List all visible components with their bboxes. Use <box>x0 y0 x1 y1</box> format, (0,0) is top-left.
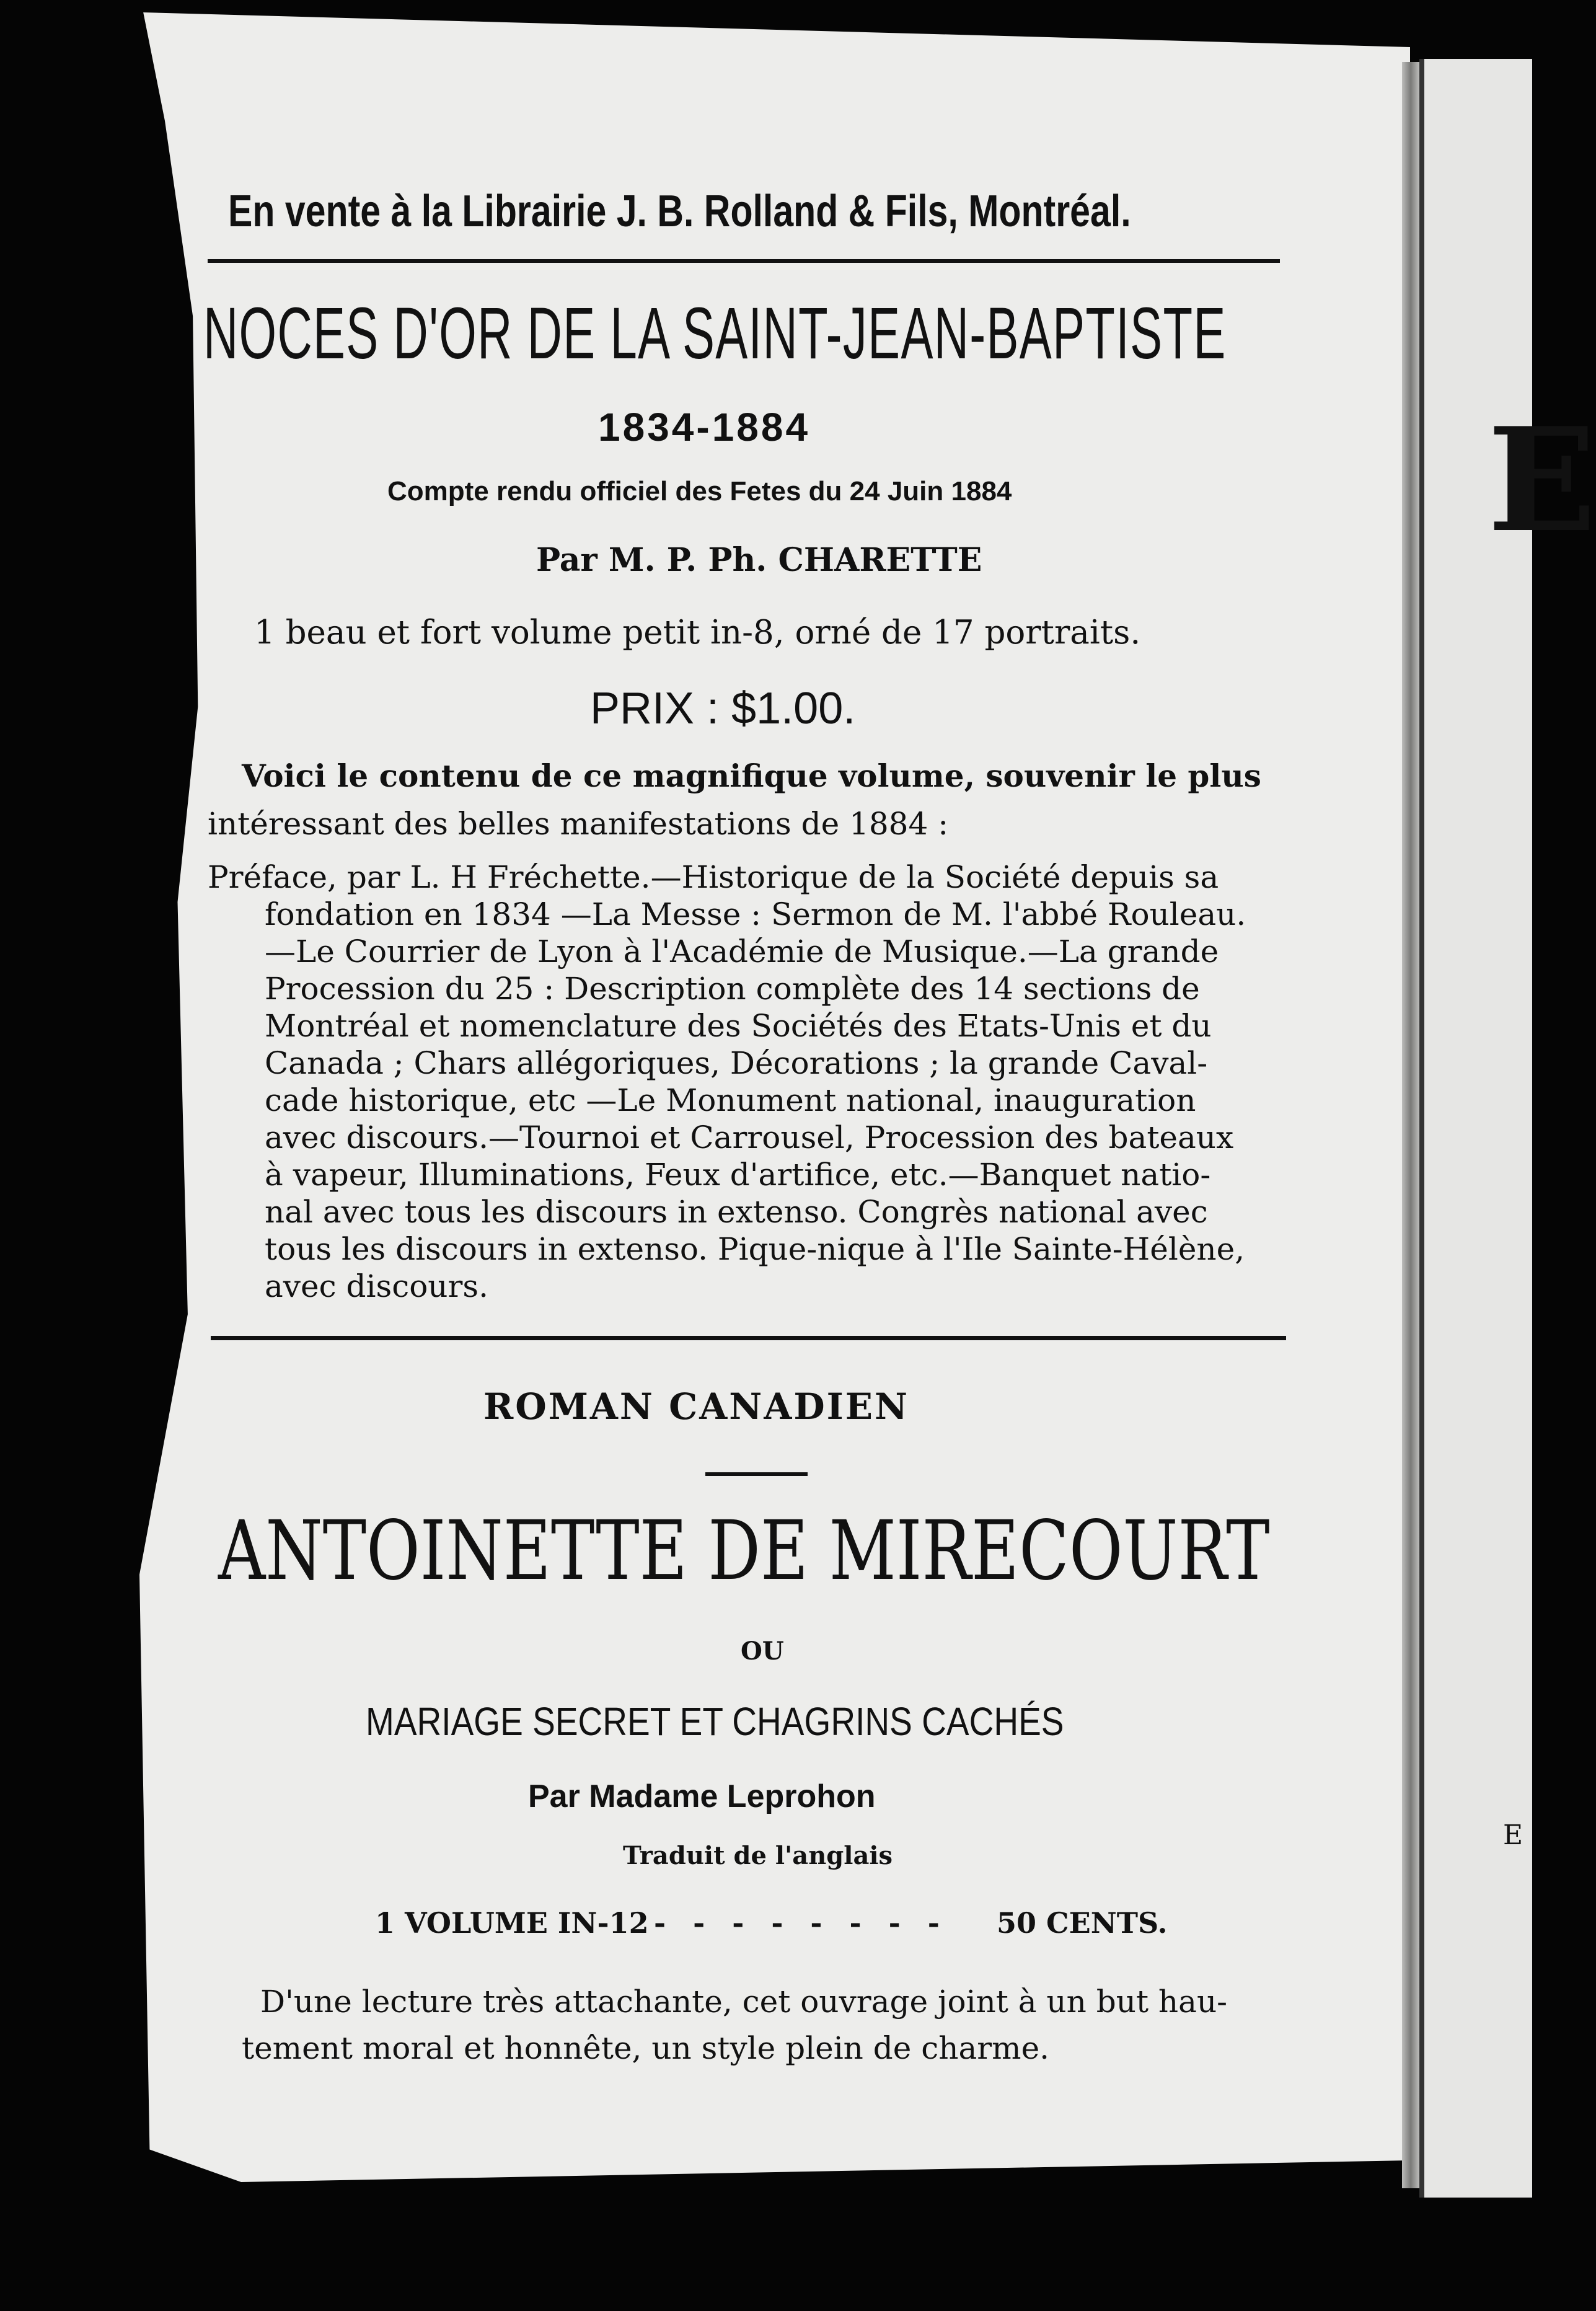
contents-line: fondation en 1834 —La Messe : Sermon de M. l'abbé Rouleau. <box>265 896 1246 932</box>
book1-price: PRIX : $1.00. <box>590 684 856 733</box>
book2-genre: ROMAN CANADIEN <box>483 1385 909 1428</box>
page-fold <box>1402 62 1419 2188</box>
section-rule <box>211 1336 1286 1340</box>
book2-blurb-line1: D'une lecture très attachante, cet ouvrage joint à un but hau- <box>260 1984 1228 2020</box>
adjacent-page-letter: E <box>1488 397 1596 564</box>
book1-subtitle: Compte rendu officiel des Fetes du 24 Juin 1884 <box>387 476 1012 506</box>
adjacent-page <box>1419 59 1532 2198</box>
contents-line: Procession du 25 : Description complète des 14 sections de <box>265 971 1200 1007</box>
book2-author: Par Madame Leprohon <box>528 1779 876 1814</box>
book2-volume: 1 VOLUME IN-12 <box>375 1906 649 1940</box>
book2-blurb-line2: tement moral et honnête, un style plein de charme. <box>242 2030 1050 2066</box>
book2-subtitle: MARIAGE SECRET ET CHAGRINS CACHÉS <box>366 1699 1064 1744</box>
book2-price: 50 CENTS. <box>997 1906 1168 1940</box>
header-rule <box>208 259 1280 263</box>
contents-line: —Le Courrier de Lyon à l'Académie de Musique.—La grande <box>265 934 1219 970</box>
book1-contents <box>208 859 1246 1305</box>
contents-line: avec discours.—Tournoi et Carrousel, Procession des bateaux <box>265 1120 1234 1156</box>
short-rule <box>705 1472 808 1476</box>
book1-years: 1834-1884 <box>598 405 811 449</box>
contents-line: Montréal et nomenclature des Sociétés des Etats-Unis et du <box>265 1008 1212 1044</box>
book2-conj: OU <box>741 1637 784 1666</box>
contents-line: cade historique, etc —Le Monument national, inauguration <box>265 1082 1196 1118</box>
contents-line: tous les discours in extenso. Pique-nique à l'Ile Sainte-Hélène, <box>265 1231 1245 1267</box>
bookseller-line: En vente à la Librairie J. B. Rolland & Fils, Montréal. <box>228 187 1131 236</box>
contents-line: avec discours. <box>265 1268 488 1304</box>
book2-dashes: - - - - - - - - <box>654 1906 948 1940</box>
book2-title: ANTOINETTE DE MIRECOURT <box>218 1503 1270 1599</box>
contents-line: à vapeur, Illuminations, Feux d'artifice, etc.—Banquet natio- <box>265 1157 1211 1193</box>
adjacent-page-snippet: E <box>1503 1819 1523 1851</box>
book1-intro-line2: intéressant des belles manifestations de 1884 : <box>208 806 949 842</box>
contents-line: Canada ; Chars allégoriques, Décorations ; la grande Caval- <box>265 1045 1208 1081</box>
contents-line: Préface, par L. H Fréchette.—Historique de la Société depuis sa <box>208 859 1219 895</box>
book2-translated: Traduit de l'anglais <box>623 1841 893 1870</box>
book1-author: Par M. P. Ph. CHARETTE <box>536 541 982 579</box>
book1-intro-line1: Voici le contenu de ce magnifique volume, souvenir le plus <box>242 758 1261 794</box>
book1-title: NOCES D'OR DE LA SAINT-JEAN-BAPTISTE <box>203 293 1227 374</box>
contents-line: nal avec tous les discours in extenso. Congrès national avec <box>265 1194 1208 1230</box>
book1-format: 1 beau et fort volume petit in-8, orné de 17 portraits. <box>254 614 1141 652</box>
